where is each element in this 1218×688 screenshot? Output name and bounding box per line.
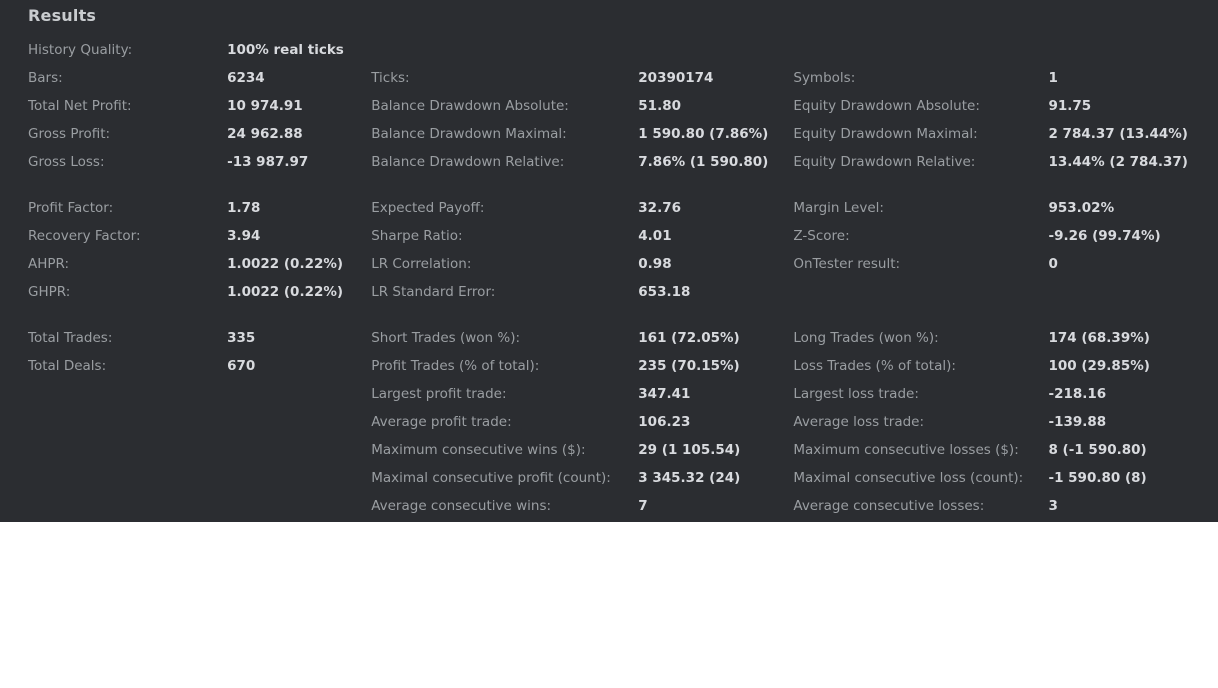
table-row xyxy=(0,36,1218,64)
row-label: Total Deals: xyxy=(28,358,107,374)
row-value: 1.78 xyxy=(227,200,261,216)
table-row xyxy=(0,492,1218,520)
results-grid xyxy=(0,36,1218,520)
row-value: 4.01 xyxy=(638,228,672,244)
row-value: 3 xyxy=(1048,498,1058,514)
row-label: OnTester result: xyxy=(793,256,901,272)
row-value: 235 (70.15%) xyxy=(638,358,740,374)
row-value: 91.75 xyxy=(1048,98,1092,114)
row-label: Average consecutive wins: xyxy=(371,498,552,514)
table-row xyxy=(0,352,1218,380)
row-label: Sharpe Ratio: xyxy=(371,228,463,244)
row-value: 1.0022 (0.22%) xyxy=(227,256,344,272)
row-label: Symbols: xyxy=(793,70,856,86)
table-row xyxy=(0,250,1218,278)
results-group-ratios xyxy=(0,194,1218,306)
row-label: Ticks: xyxy=(371,70,410,86)
row-value: 0.98 xyxy=(638,256,672,272)
row-value: 953.02% xyxy=(1048,200,1115,216)
row-value: 100 (29.85%) xyxy=(1048,358,1150,374)
row-value: 335 xyxy=(227,330,256,346)
row-value: 3.94 xyxy=(227,228,261,244)
row-label: Largest profit trade: xyxy=(371,386,507,402)
table-row xyxy=(0,120,1218,148)
row-label: History Quality: xyxy=(28,42,133,58)
row-value: 6234 xyxy=(227,70,265,86)
row-value: 3 345.32 (24) xyxy=(638,470,741,486)
results-group-quality xyxy=(0,36,1218,176)
table-row xyxy=(0,436,1218,464)
page-title: Results xyxy=(28,6,97,25)
row-value: 347.41 xyxy=(638,386,691,402)
row-label: Short Trades (won %): xyxy=(371,330,521,346)
row-label: Gross Loss: xyxy=(28,154,105,170)
group-spacer xyxy=(0,176,1218,194)
row-value: 10 974.91 xyxy=(227,98,303,114)
row-value: 24 962.88 xyxy=(227,126,303,142)
row-value: 1 590.80 (7.86%) xyxy=(638,126,769,142)
table-row xyxy=(0,92,1218,120)
row-label: Maximal consecutive loss (count): xyxy=(793,470,1024,486)
row-label: Profit Trades (% of total): xyxy=(371,358,540,374)
table-row xyxy=(0,222,1218,250)
row-label: Margin Level: xyxy=(793,200,884,216)
row-label: Average profit trade: xyxy=(371,414,512,430)
row-label: Z-Score: xyxy=(793,228,850,244)
row-label: Equity Drawdown Maximal: xyxy=(793,126,978,142)
results-group-trades xyxy=(0,324,1218,520)
row-value: -218.16 xyxy=(1048,386,1107,402)
row-label: Maximum consecutive losses ($): xyxy=(793,442,1019,458)
row-value: 29 (1 105.54) xyxy=(638,442,741,458)
row-value: 51.80 xyxy=(638,98,681,114)
row-value: 7.86% (1 590.80) xyxy=(638,154,769,170)
table-row xyxy=(0,324,1218,352)
row-value: -139.88 xyxy=(1048,414,1107,430)
row-value: -13 987.97 xyxy=(227,154,309,170)
row-label: Maximum consecutive wins ($): xyxy=(371,442,586,458)
row-label: Recovery Factor: xyxy=(28,228,141,244)
row-value: 174 (68.39%) xyxy=(1048,330,1150,346)
row-value: 0 xyxy=(1048,256,1058,272)
table-row xyxy=(0,148,1218,176)
table-row xyxy=(0,64,1218,92)
row-label: Total Trades: xyxy=(28,330,113,346)
table-row xyxy=(0,194,1218,222)
row-label: Average consecutive losses: xyxy=(793,498,985,514)
row-label: LR Correlation: xyxy=(371,256,472,272)
row-value: -1 590.80 (8) xyxy=(1048,470,1147,486)
row-label: Total Net Profit: xyxy=(28,98,132,114)
table-row xyxy=(0,464,1218,492)
table-row xyxy=(0,278,1218,306)
row-value: 20390174 xyxy=(638,70,714,86)
row-label: Largest loss trade: xyxy=(793,386,919,402)
table-row xyxy=(0,408,1218,436)
table-row xyxy=(0,380,1218,408)
row-value: 8 (-1 590.80) xyxy=(1048,442,1147,458)
row-value: 7 xyxy=(638,498,648,514)
row-label: LR Standard Error: xyxy=(371,284,496,300)
row-value: 653.18 xyxy=(638,284,691,300)
row-label: Balance Drawdown Relative: xyxy=(371,154,565,170)
row-value: 1 xyxy=(1048,70,1058,86)
row-label: Long Trades (won %): xyxy=(793,330,939,346)
row-value: 161 (72.05%) xyxy=(638,330,740,346)
row-label: Equity Drawdown Relative: xyxy=(793,154,976,170)
row-value: 2 784.37 (13.44%) xyxy=(1048,126,1188,142)
row-label: Profit Factor: xyxy=(28,200,114,216)
row-value: 32.76 xyxy=(638,200,681,216)
row-value: 13.44% (2 784.37) xyxy=(1048,154,1188,170)
row-label: Maximal consecutive profit (count): xyxy=(371,470,611,486)
row-label: Average loss trade: xyxy=(793,414,925,430)
row-label: AHPR: xyxy=(28,256,70,272)
row-label: Loss Trades (% of total): xyxy=(793,358,956,374)
row-label: Equity Drawdown Absolute: xyxy=(793,98,980,114)
row-label: Gross Profit: xyxy=(28,126,111,142)
row-value: 106.23 xyxy=(638,414,691,430)
group-spacer xyxy=(0,306,1218,324)
row-value: 670 xyxy=(227,358,256,374)
row-label: GHPR: xyxy=(28,284,71,300)
row-label: Balance Drawdown Maximal: xyxy=(371,126,567,142)
row-label: Bars: xyxy=(28,70,63,86)
row-label: Expected Payoff: xyxy=(371,200,485,216)
row-label: Balance Drawdown Absolute: xyxy=(371,98,569,114)
row-value: 1.0022 (0.22%) xyxy=(227,284,344,300)
row-value: -9.26 (99.74%) xyxy=(1048,228,1161,244)
row-value: 100% real ticks xyxy=(227,42,344,58)
